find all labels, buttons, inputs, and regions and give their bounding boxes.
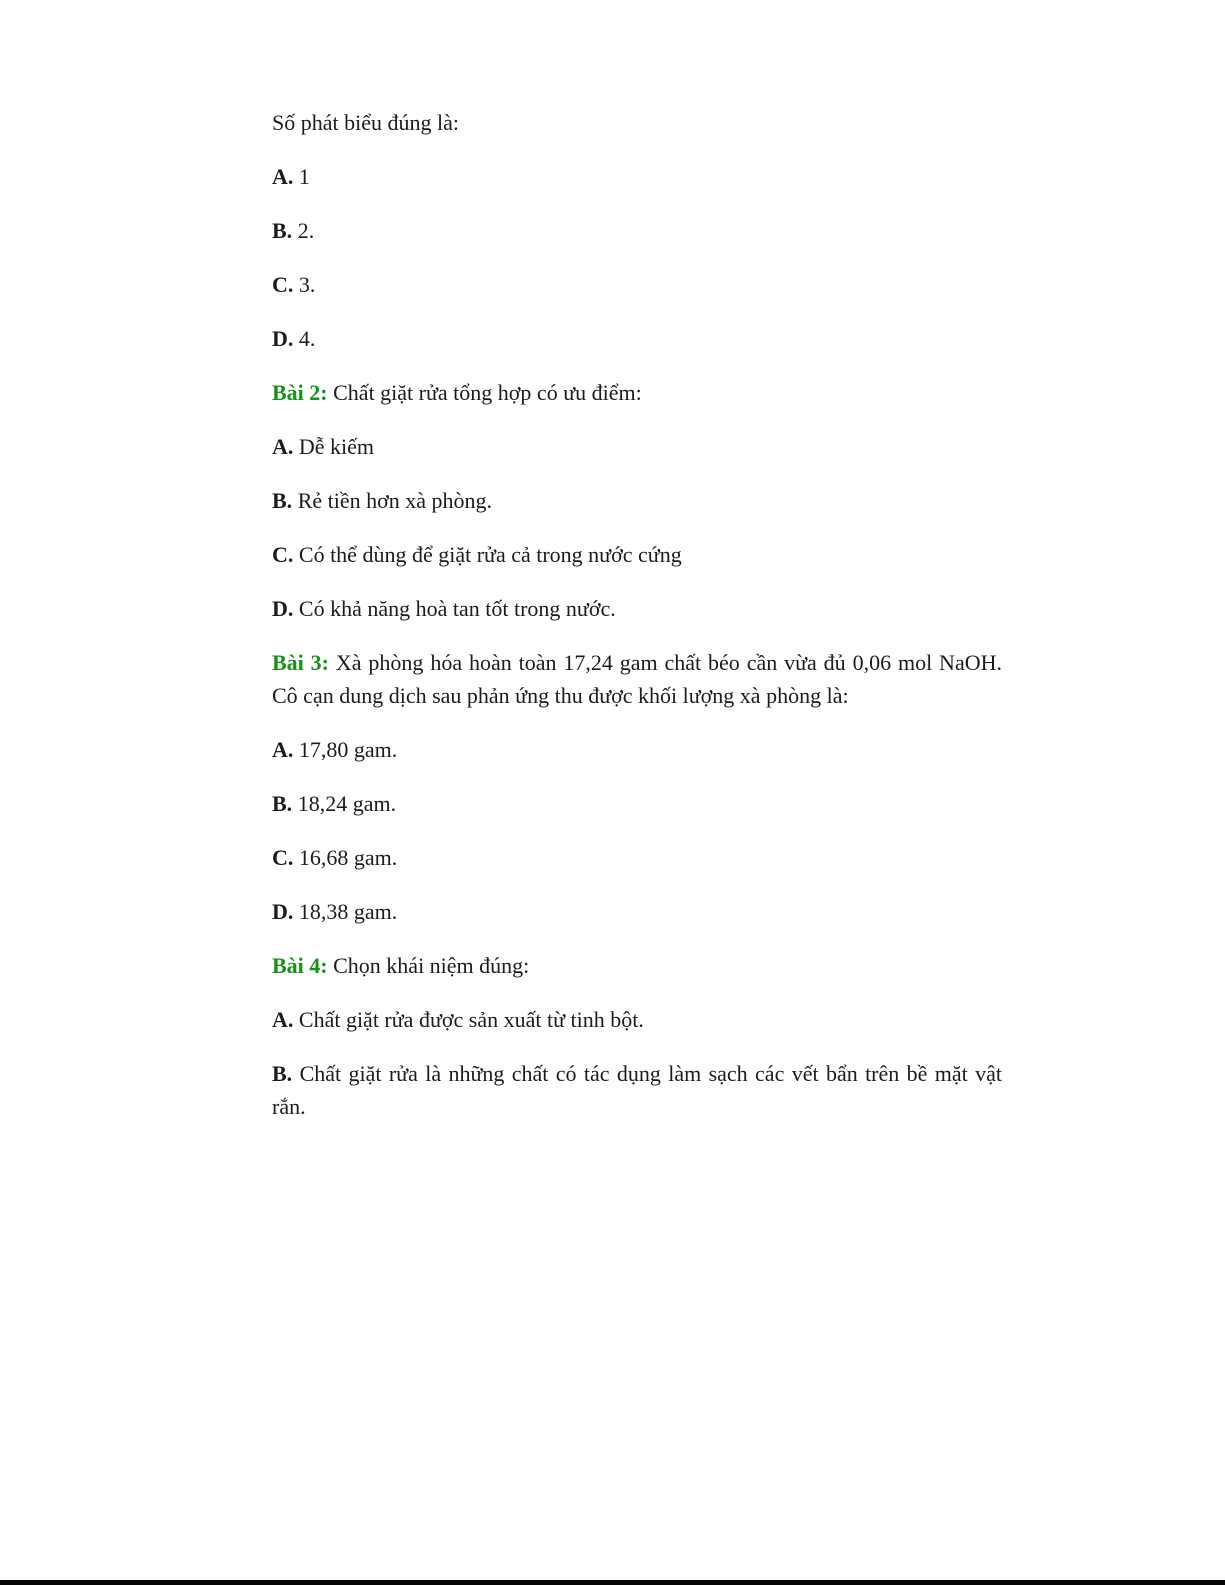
option-b-text: Chất giặt rửa là những chất có tác dụng làm sạch các vết bẩn trên bề mặt vật rắn. xyxy=(272,1061,1002,1119)
option-d-text: 18,38 gam. xyxy=(298,899,398,924)
question-1-option-c xyxy=(272,268,1002,301)
question-3-option-c xyxy=(272,841,1002,874)
bai-2-question-text: Chất giặt rửa tổng hợp có ưu điểm: xyxy=(333,380,642,405)
option-d-label: D. xyxy=(272,326,294,351)
option-a-label: A. xyxy=(272,164,294,189)
option-b-label: B. xyxy=(272,218,293,243)
question-1-option-d xyxy=(272,322,1002,355)
option-b-label: B. xyxy=(272,791,293,816)
option-a-text: Chất giặt rửa được sản xuất từ tinh bột. xyxy=(298,1007,644,1032)
question-4-option-a xyxy=(272,1003,1002,1036)
option-a-text: 17,80 gam. xyxy=(298,737,398,762)
question-2-option-c xyxy=(272,538,1002,571)
question-1-option-b xyxy=(272,214,1002,247)
question-3-option-d xyxy=(272,895,1002,928)
content-column xyxy=(272,106,1002,1144)
question-bai-4-heading xyxy=(272,949,1002,982)
question-bai-2-heading xyxy=(272,376,1002,409)
bai-3-label: Bài 3: xyxy=(272,650,329,675)
question-2-option-d xyxy=(272,592,1002,625)
option-a-text: Dễ kiếm xyxy=(298,434,375,459)
option-d-text: 4. xyxy=(298,326,316,351)
question-3-option-a xyxy=(272,733,1002,766)
option-d-label: D. xyxy=(272,596,294,621)
bai-3-question-text: Xà phòng hóa hoàn toàn 17,24 gam chất béo cần vừa đủ 0,06 mol NaOH. Cô cạn dung dịch sau phản ứng thu được khối lượng xà phòng là: xyxy=(272,650,1002,708)
option-b-text: Rẻ tiền hơn xà phòng. xyxy=(297,488,493,513)
option-d-label: D. xyxy=(272,899,294,924)
bai-4-question-text: Chọn khái niệm đúng: xyxy=(333,953,530,978)
option-a-text: 1 xyxy=(298,164,310,189)
option-b-label: B. xyxy=(272,1061,293,1086)
option-c-label: C. xyxy=(272,845,294,870)
option-a-label: A. xyxy=(272,1007,294,1032)
question-1-prompt xyxy=(272,106,1002,139)
option-c-text: Có thể dùng để giặt rửa cả trong nước cứng xyxy=(298,542,682,567)
bai-4-label: Bài 4: xyxy=(272,953,328,978)
page-bottom-divider-bar xyxy=(0,1580,1225,1585)
option-b-text: 2. xyxy=(297,218,315,243)
option-c-label: C. xyxy=(272,272,294,297)
option-a-label: A. xyxy=(272,434,294,459)
option-b-label: B. xyxy=(272,488,293,513)
bai-2-label: Bài 2: xyxy=(272,380,328,405)
question-2-option-b xyxy=(272,484,1002,517)
option-c-label: C. xyxy=(272,542,294,567)
question-4-option-b xyxy=(272,1057,1002,1123)
question-2-option-a xyxy=(272,430,1002,463)
option-c-text: 3. xyxy=(298,272,316,297)
option-a-label: A. xyxy=(272,737,294,762)
question-3-option-b xyxy=(272,787,1002,820)
option-b-text: 18,24 gam. xyxy=(297,791,397,816)
option-c-text: 16,68 gam. xyxy=(298,845,398,870)
question-1-option-a xyxy=(272,160,1002,193)
option-d-text: Có khả năng hoà tan tốt trong nước. xyxy=(298,596,616,621)
question-1-prompt-text: Số phát biểu đúng là: xyxy=(272,110,459,135)
question-bai-3-heading xyxy=(272,646,1002,712)
